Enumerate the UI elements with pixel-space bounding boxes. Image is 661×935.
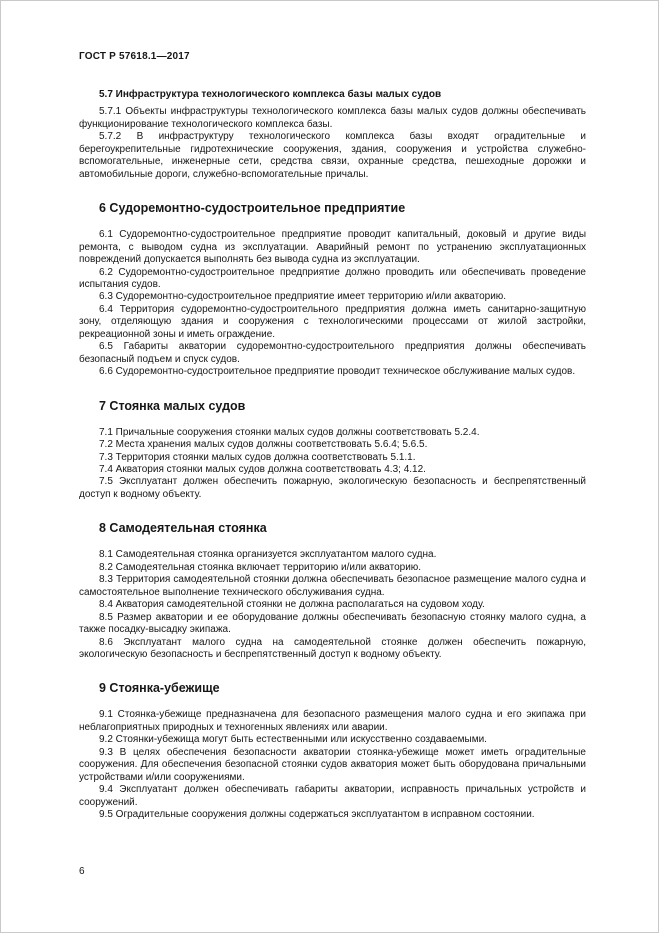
paragraph: 9.2 Стоянки-убежища могут быть естественными или искусственно создаваемыми.	[99, 734, 487, 746]
paragraph: 9.3 В целях обеспечения безопасности акватории стоянка-убежище может иметь оградительные сооружения. Для обеспечения безопасной стоянки судов акватория может быть оборудована причальными устройствами и/или сооружениями.	[79, 746, 586, 783]
section-heading: 7 Стоянка малых судов	[99, 398, 246, 413]
paragraph: 6.6 Судоремонтно-судостроительное предприятие проводит техническое обслуживание малых судов.	[99, 366, 576, 378]
paragraph: 6.4 Территория судоремонтно-судостроительного предприятия должна иметь санитарно-защитную зону, отделяющую здания и сооружения с технологическими процессами от жилой застройки, рекреационной зоны и иметь ограждение.	[79, 303, 586, 340]
paragraph: 6.3 Судоремонтно-судостроительное предприятие имеет территорию и/или акваторию.	[99, 291, 507, 303]
section-heading: 9 Стоянка-убежище	[99, 681, 220, 696]
paragraph: 7.1 Причальные сооружения стоянки малых судов должны соответствовать 5.2.4.	[99, 426, 480, 438]
section-heading: 6 Судоремонтно-судостроительное предприятие	[99, 201, 406, 216]
paragraph: 8.3 Территория самодеятельной стоянки должна обеспечивать безопасное размещение малого судна и самостоятельное выполнение технического обслуживания судна.	[79, 574, 586, 598]
paragraph: 7.3 Территория стоянки малых судов должна соответствовать 5.1.1.	[99, 451, 416, 463]
section-heading: 8 Самодеятельная стоянка	[99, 521, 267, 536]
paragraph: 8.6 Эксплуатант малого судна на самодеятельной стоянке должен обеспечить пожарную, экологическую безопасность и беспрепятственный доступ к водному объекту.	[79, 636, 586, 660]
paragraph: 6.2 Судоремонтно-судостроительное предприятие должно проводить или обеспечивать проведение испытания судов.	[79, 266, 586, 290]
document-header: ГОСТ Р 57618.1—2017	[79, 51, 190, 62]
paragraph: 6.5 Габариты акватории судоремонтно-судостроительного предприятия должны обеспечивать безопасный подъем и спуск судов.	[79, 341, 586, 365]
subsection-heading: 5.7 Инфраструктура технологического комплекса базы малых судов	[99, 89, 442, 100]
paragraph: 7.4 Акватория стоянки малых судов должна соответствовать 4.3; 4.12.	[99, 463, 426, 475]
paragraph: 5.7.1 Объекты инфраструктуры технологического комплекса базы малых судов должны обеспечивать функционирование технологического комплекса базы.	[79, 106, 586, 130]
paragraph: 9.4 Эксплуатант должен обеспечивать габариты акватории, исправность причальных устройств и сооружений.	[79, 784, 586, 808]
paragraph: 8.1 Самодеятельная стоянка организуется эксплуатантом малого судна.	[99, 549, 437, 561]
paragraph: 8.2 Самодеятельная стоянка включает территорию и/или акваторию.	[99, 561, 422, 573]
paragraph: 9.5 Оградительные сооружения должны содержаться эксплуатантом в исправном состоянии.	[99, 809, 535, 821]
document-content	[79, 89, 586, 821]
paragraph: 7.5 Эксплуатант должен обеспечить пожарную, экологическую безопасность и беспрепятственный доступ к водному объекту.	[79, 476, 586, 500]
paragraph: 6.1 Судоремонтно-судостроительное предприятие проводит капитальный, доковый и другие виды ремонта, с выводом судна из эксплуатации. Аварийный ремонт по устранению эксплуатационных повреждений допускается выполнять без вывода судна из эксплуатации.	[79, 229, 586, 266]
page-number: 6	[79, 866, 85, 877]
paragraph: 9.1 Стоянка-убежище предназначена для безопасного размещения малого судна и его экипажа при неблагоприятных природных и техногенных явлениях или аварии.	[79, 709, 586, 733]
paragraph: 5.7.2 В инфраструктуру технологического комплекса базы входят оградительные и берегоукрепительные гидротехнические сооружения, здания, сооружения и устройства служебно-вспомогательные, инженерные сети, средства связи, охранные средства, пешеходные дорожки и автомобильные дороги, служебно-вспомогательные причалы.	[79, 131, 586, 180]
paragraph: 8.5 Размер акватории и ее оборудование должны обеспечивать безопасную стоянку малого судна, а также посадку-высадку экипажа.	[79, 611, 586, 636]
paragraph: 8.4 Акватория самодеятельной стоянки не должна располагаться на судовом ходу.	[99, 599, 485, 611]
paragraph: 7.2 Места хранения малых судов должны соответствовать 5.6.4; 5.6.5.	[99, 439, 428, 451]
